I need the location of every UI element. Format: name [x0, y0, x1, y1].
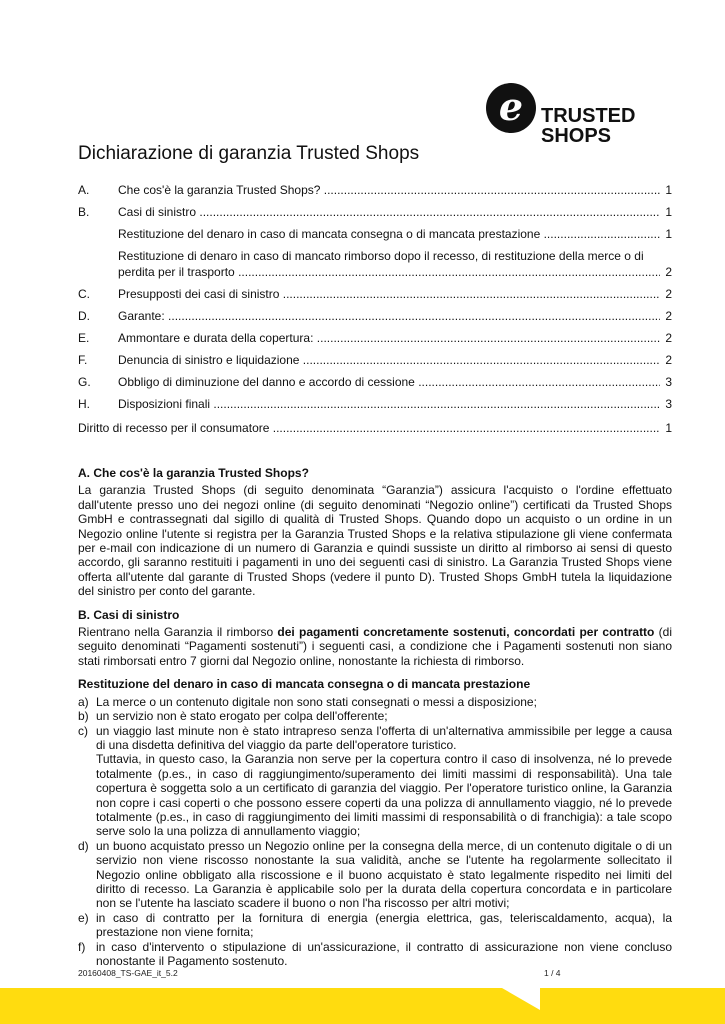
toc-letter: B. — [78, 205, 90, 219]
toc-letter: G. — [78, 375, 91, 389]
toc-item-f[interactable] — [78, 352, 672, 368]
toc-page: 2 — [665, 265, 672, 279]
logo-word-trusted: TRUSTED — [541, 105, 636, 127]
toc-item-a[interactable] — [78, 182, 672, 198]
document-body — [78, 466, 672, 968]
toc-label: Diritto di recesso per il consumatore ..... — [78, 420, 660, 436]
list-item: a) La merce o un contenuto digitale non sono stati consegnati o messi a disposizione; — [78, 694, 537, 709]
subsection-heading-restituzione: Restituzione del denaro in caso di mancata consegna o di mancata prestazione — [78, 677, 531, 692]
section-heading-a: A. Che cos'è la garanzia Trusted Shops? — [78, 466, 309, 480]
footer-bar-notch — [0, 988, 725, 1024]
trusted-shops-e-icon — [486, 83, 536, 133]
toc-label: Garante: ..... — [118, 308, 660, 324]
toc-page: 1 — [665, 227, 672, 241]
toc-item-restituzione-recesso[interactable] — [78, 264, 672, 280]
logo-mark: e — [498, 84, 524, 129]
toc-label: Che cos'è la garanzia Trusted Shops? ..... — [118, 182, 660, 198]
toc-item-diritto-recesso[interactable] — [78, 420, 672, 436]
toc-page: 2 — [665, 353, 672, 367]
toc-label: Restituzione del denaro in caso di mancata consegna o di mancata prestazione ..... — [118, 226, 660, 242]
toc-label: Restituzione di denaro in caso di mancato rimborso dopo il recesso, di restituzione della merce o di — [118, 249, 644, 263]
page-title: Dichiarazione di garanzia Trusted Shops — [78, 143, 420, 164]
toc-item-c[interactable] — [78, 286, 672, 302]
trusted-shops-logo — [486, 83, 636, 145]
toc-item-restituzione-mancata-consegna[interactable] — [78, 226, 672, 242]
toc-label: Presupposti dei casi di sinistro ..... — [118, 286, 660, 302]
list-item: b) un servizio non è stato erogato per colpa dell'offerente; — [78, 709, 388, 724]
toc-label: Ammontare e durata della copertura: ..... — [118, 330, 660, 346]
sinistro-list — [78, 695, 672, 969]
toc-label: Denuncia di sinistro e liquidazione ..... — [118, 352, 660, 368]
toc-letter: F. — [78, 353, 88, 367]
toc-label: perdita per il trasporto ..... — [118, 264, 660, 280]
toc-page: 3 — [665, 375, 672, 389]
logo-word-shops: SHOPS — [541, 125, 612, 147]
footer-page-number: 1 / 4 — [544, 968, 561, 978]
toc-page: 3 — [665, 397, 672, 411]
list-item: f) in caso d'intervento o stipulazione di un'assicurazione, il contratto di assicurazione non viene concluso nonostante il Pagamento sostenuto. — [78, 939, 672, 968]
toc-page: 1 — [665, 421, 672, 435]
toc-page: 2 — [665, 331, 672, 345]
toc-item-b[interactable] — [78, 204, 672, 220]
toc-item-e[interactable] — [78, 330, 672, 346]
toc-letter: C. — [78, 287, 90, 301]
toc-item-restituzione-recesso-line1[interactable] — [78, 248, 672, 264]
list-item: e) in caso di contratto per la fornitura di energia (energia elettrica, gas, teleriscaldamento, acqua), la prestazione non viene fornita; — [78, 910, 672, 940]
list-item: d) un buono acquistato presso un Negozio online per la consegna della merce, di un contenuto digitale o di un servizio non viene riscosso nonostante la sua validità, anche se l'utente ha regolarmente sollecitato il Negozio online obbligato alla riscossione e il buono acquistato è stato legalmente rispedito nei limiti del diritto di recesso. La Garanzia è applicabile solo per la durata della copertura concordata e in particolare non se l'utente ha lasciato scadere il buono o non l'ha riscosso per altri motivi; — [78, 838, 672, 911]
toc-label: Casi di sinistro ..... — [118, 204, 660, 220]
toc-item-d[interactable] — [78, 308, 672, 324]
toc-letter: D. — [78, 309, 90, 323]
toc-label: Obbligo di diminuzione del danno e accordo di cessione ..... — [118, 374, 660, 390]
toc-page: 1 — [665, 183, 672, 197]
toc-letter: H. — [78, 397, 90, 411]
toc-page: 2 — [665, 309, 672, 323]
toc-item-g[interactable] — [78, 374, 672, 390]
footer-doc-code: 20160408_TS-GAE_it_5.2 — [78, 968, 178, 978]
section-body-a: La garanzia Trusted Shops (di seguito denominata “Garanzia”) assicura l'acquisto o l'ordine effettuato dall'utente presso uno dei negozi online (di seguito denominati “Negozio online”) certificati da Trusted Shops GmbH e contrassegnati dal sigillo di qualità di Trusted Shops. Quando dopo un acquisto o un ordine in un Negozio online l'utente si registra per la Garanzia Trusted Shops e la relativa stipulazione gli viene confermata per e-mail con indicazione di un numero di Garanzia e quindi sussiste un diritto al rimborso ai sensi di questo accordo, gli saranno restituiti i pagamenti in uno dei seguenti casi di sinistro. La Garanzia Trusted Shops viene offerta all'utente dal garante di Trusted Shops (vedere il punto D). Trusted Shops GmbH tutela la liquidazione del sinistro per conto del garante. — [78, 483, 672, 599]
toc-letter: E. — [78, 331, 90, 345]
toc-page: 1 — [665, 205, 672, 219]
toc-letter: A. — [78, 183, 90, 197]
list-item: c) un viaggio last minute non è stato intrapreso senza l'offerta di un'alternativa ammissibile per legge a causa di una disdetta definitiva del viaggio da parte dell'operatore turistico. Tuttavia, in questo caso, la Garanzia non serve per la copertura contro il caso di insolvenza, né lo prevede totalmente (p.es., in caso di raggiungimento/superamento dei limiti massimi di responsabilità). Una tale copertura è soggetta solo a un certificato di garanzia del viaggio. Per l'operatore turistico online, la Garanzia non copre i casi coperti o che possono essere coperti da una polizza di annullamento viaggio, né lo prevede totalmente (p.es., in caso di raggiungimento dei limiti massimi di responsabilità o di franchigia): a tale scopo serve solo la una polizza di annullamento viaggio; — [78, 723, 672, 839]
section-heading-b: B. Casi di sinistro — [78, 607, 180, 622]
toc-label: Disposizioni finali ..... — [118, 396, 660, 412]
toc-page: 2 — [665, 287, 672, 301]
toc-item-h[interactable] — [78, 396, 672, 412]
section-body-b: Rientrano nella Garanzia il rimborso dei pagamenti concretamente sostenuti, concordati per contratto (di seguito denominati “Pagamenti sostenuti”) i seguenti casi, a condizione che i Pagamenti sostenuti non siano stati rimborsati entro 7 giorni dal Negozio online, nonostante la richiesta di rimborso. — [78, 625, 672, 668]
